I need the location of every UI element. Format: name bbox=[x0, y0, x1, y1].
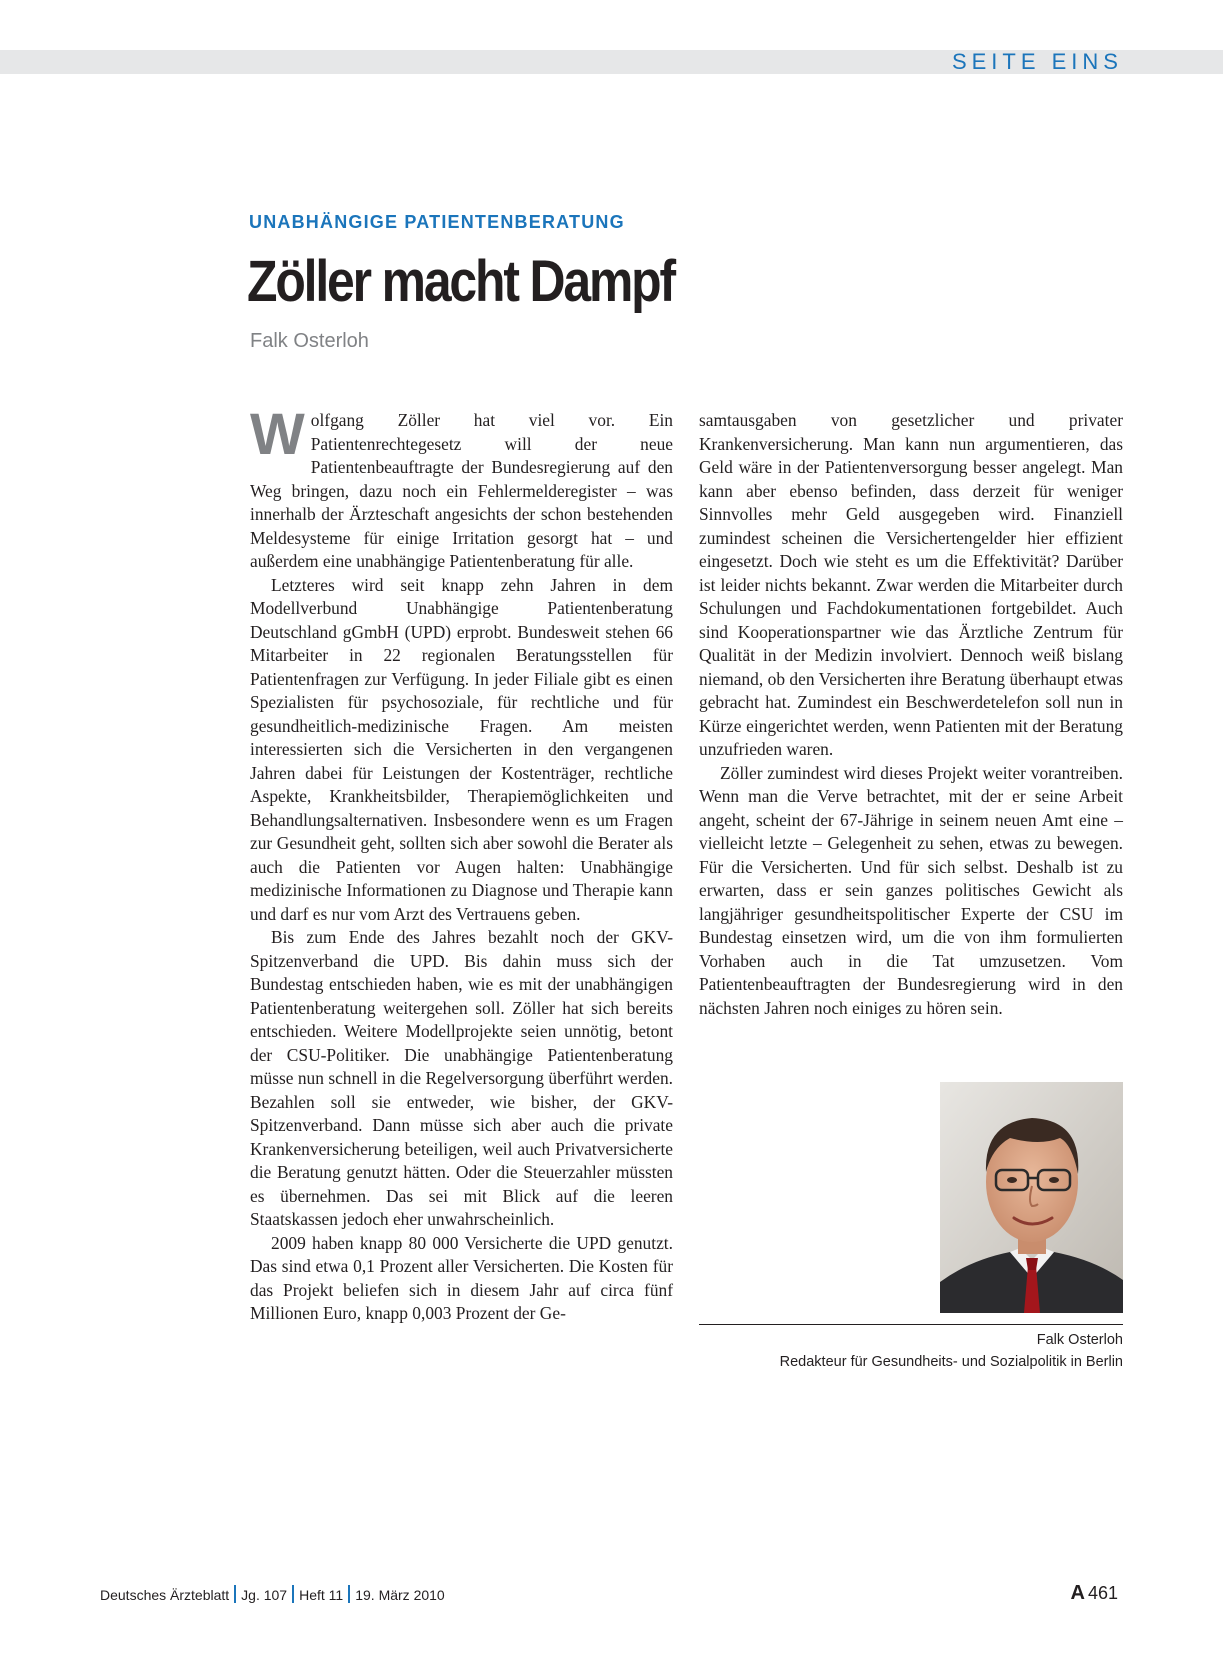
portrait-illustration bbox=[940, 1082, 1123, 1313]
footer-separator bbox=[292, 1585, 294, 1603]
article-column-right bbox=[699, 409, 1123, 1020]
page-prefix: A bbox=[1070, 1582, 1085, 1604]
footer-publication: Deutsches Ärzteblatt bbox=[100, 1587, 230, 1603]
paragraph: Zöller zumindest wird dieses Projekt weiter vorantreiben. Wenn man die Verve betrachtet, mit der er seine Arbeit angeht, scheint der 67-Jährige in seinem neuen Amt eine – vielleicht letzte – Gelegenheit zu sehen, etwas zu bewegen. Für die Versicherten. Und für sich selbst. Deshalb ist zu erwarten, dass er sein ganzes politisches Gewicht als langjähriger gesundheitspolitischer Experte der CSU im Bundestag einsetzen wird, um die von ihm formulierten Vorhaben auch in die Tat umzusetzen. Vom Patientenbeauftragten der Bundesregierung wird in den nächsten Jahren noch einiges zu hören sein. bbox=[699, 762, 1123, 1018]
footer-date: 19. März 2010 bbox=[355, 1587, 445, 1603]
paragraph: 2009 haben knapp 80 000 Versicherte die UPD genutzt. Das sind etwa 0,1 Prozent aller Versicherten. Die Kosten für das Projekt beliefen sich in diesem Jahr auf circa fünf Millionen Euro, knapp 0,003 Prozent der Ge- bbox=[250, 1232, 673, 1323]
page-number-value: 461 bbox=[1087, 1583, 1118, 1603]
paragraph: Letzteres wird seit knapp zehn Jahren in dem Modellverbund Unabhängige Patientenberatung Deutschland gGmbH (UPD) erprobt. Bundesweit stehen 66 Mitarbeiter in 22 regionalen Beratungsstellen für Patientenfragen zur Verfügung. In jeder Filiale gibt es einen Spezialisten für psychosoziale, für rechtliche und für gesundheitlich-medizinische Fragen. Am meisten interessierten sich die Versicherten in den vergangenen Jahren dabei für Leistungen der Kostenträger, rechtliche Aspekte, Krankheitsbilder, Therapiemöglichkeiten und Behandlungsalternativen. Insbesondere wenn es um Fragen zur Gesundheit geht, sollten sich aber sowohl die Berater als auch die Patienten vor Augen halten: Unabhängige medizinische Informationen zu Diagnose und Therapie kann und darf es nur vom Arzt des Vertrauens geben. bbox=[250, 574, 673, 924]
page-footer bbox=[100, 1585, 445, 1605]
paragraph: samtausgaben von gesetzlicher und privater Krankenversicherung. Man kann nun argumentieren, das Geld wäre in der Patientenversorgung besser angelegt. Man kann aber ebenso befinden, dass derzeit für weniger Sinnvolles mehr Geld ausgegeben wird. Finanziell zumindest scheinen die Versichertengelder hier effizient eingesetzt. Doch wie steht es um die Effektivität? Darüber ist leider nichts bekannt. Zwar werden die Mitarbeiter durch Schulungen und Fachdokumentationen fortgebildet. Auch sind Kooperationspartner wie das Ärztliche Zentrum für Qualität in der Medizin involviert. Dennoch weiß bislang niemand, ob den Versicherten ihre Beratung überhaupt etwas gebracht hat. Zumindest ein Beschwerdetelefon soll nun in Kürze eingerichtet werden, wenn Patienten mit der Beratung unzufrieden waren. bbox=[699, 410, 1123, 759]
paragraph bbox=[250, 402, 673, 574]
article-column-left bbox=[250, 402, 673, 1326]
article-kicker: UNABHÄNGIGE PATIENTENBERATUNG bbox=[249, 212, 625, 232]
caption-divider bbox=[699, 1324, 1123, 1325]
article-byline: Falk Osterloh bbox=[250, 330, 369, 352]
article-headline: Zöller macht Dampf bbox=[247, 249, 674, 314]
dropcap: W bbox=[250, 402, 305, 467]
caption-name: Falk Osterloh bbox=[1036, 1332, 1123, 1348]
footer-separator bbox=[348, 1585, 350, 1603]
page-number bbox=[1071, 1581, 1119, 1605]
footer-issue: Heft 11 bbox=[299, 1587, 344, 1603]
footer-volume: Jg. 107 bbox=[241, 1587, 288, 1603]
footer-separator bbox=[234, 1585, 236, 1603]
photo-caption bbox=[699, 1329, 1123, 1373]
author-photo bbox=[940, 1082, 1123, 1313]
caption-role: Redakteur für Gesundheits- und Sozialpolitik in Berlin bbox=[779, 1354, 1123, 1370]
paragraph: Bis zum Ende des Jahres bezahlt noch der GKV-Spitzenverband die UPD. Bis dahin muss sich der Bundestag entschieden haben, wie es mit der unabhängigen Patientenberatung weitergehen soll. Zöller hat sich bereits entschieden. Weitere Modellprojekte seien unnötig, betont der CSU-Politiker. Die unabhängige Patientenberatung müsse nun schnell in die Regelversorgung überführt werden. Bezahlen soll sie entweder, wie bisher, der GKV-Spitzenverband. Dann müsse sich aber auch die private Krankenversicherung beteiligen, weil auch Privatversicherte die Beratung genutzt hätten. Oder die Steuerzahler müssten es übernehmen. Das sei mit Blick auf die leeren Staatskassen jedoch eher unwahrscheinlich. bbox=[250, 927, 673, 1229]
paragraph-text: olfgang Zöller hat viel vor. Ein Patientenrechtegesetz will der neue Patientenbeauftragte der Bundesregierung auf den Weg bringen, dazu noch ein Fehlermelderegister – was innerhalb der Ärzteschaft angesichts der schon bestehenden Meldesysteme für einige Irritation gesorgt hat – und außerdem eine unabhängige Patientenberatung für alle. bbox=[250, 410, 673, 571]
section-label: SEITE EINS bbox=[951, 49, 1123, 74]
